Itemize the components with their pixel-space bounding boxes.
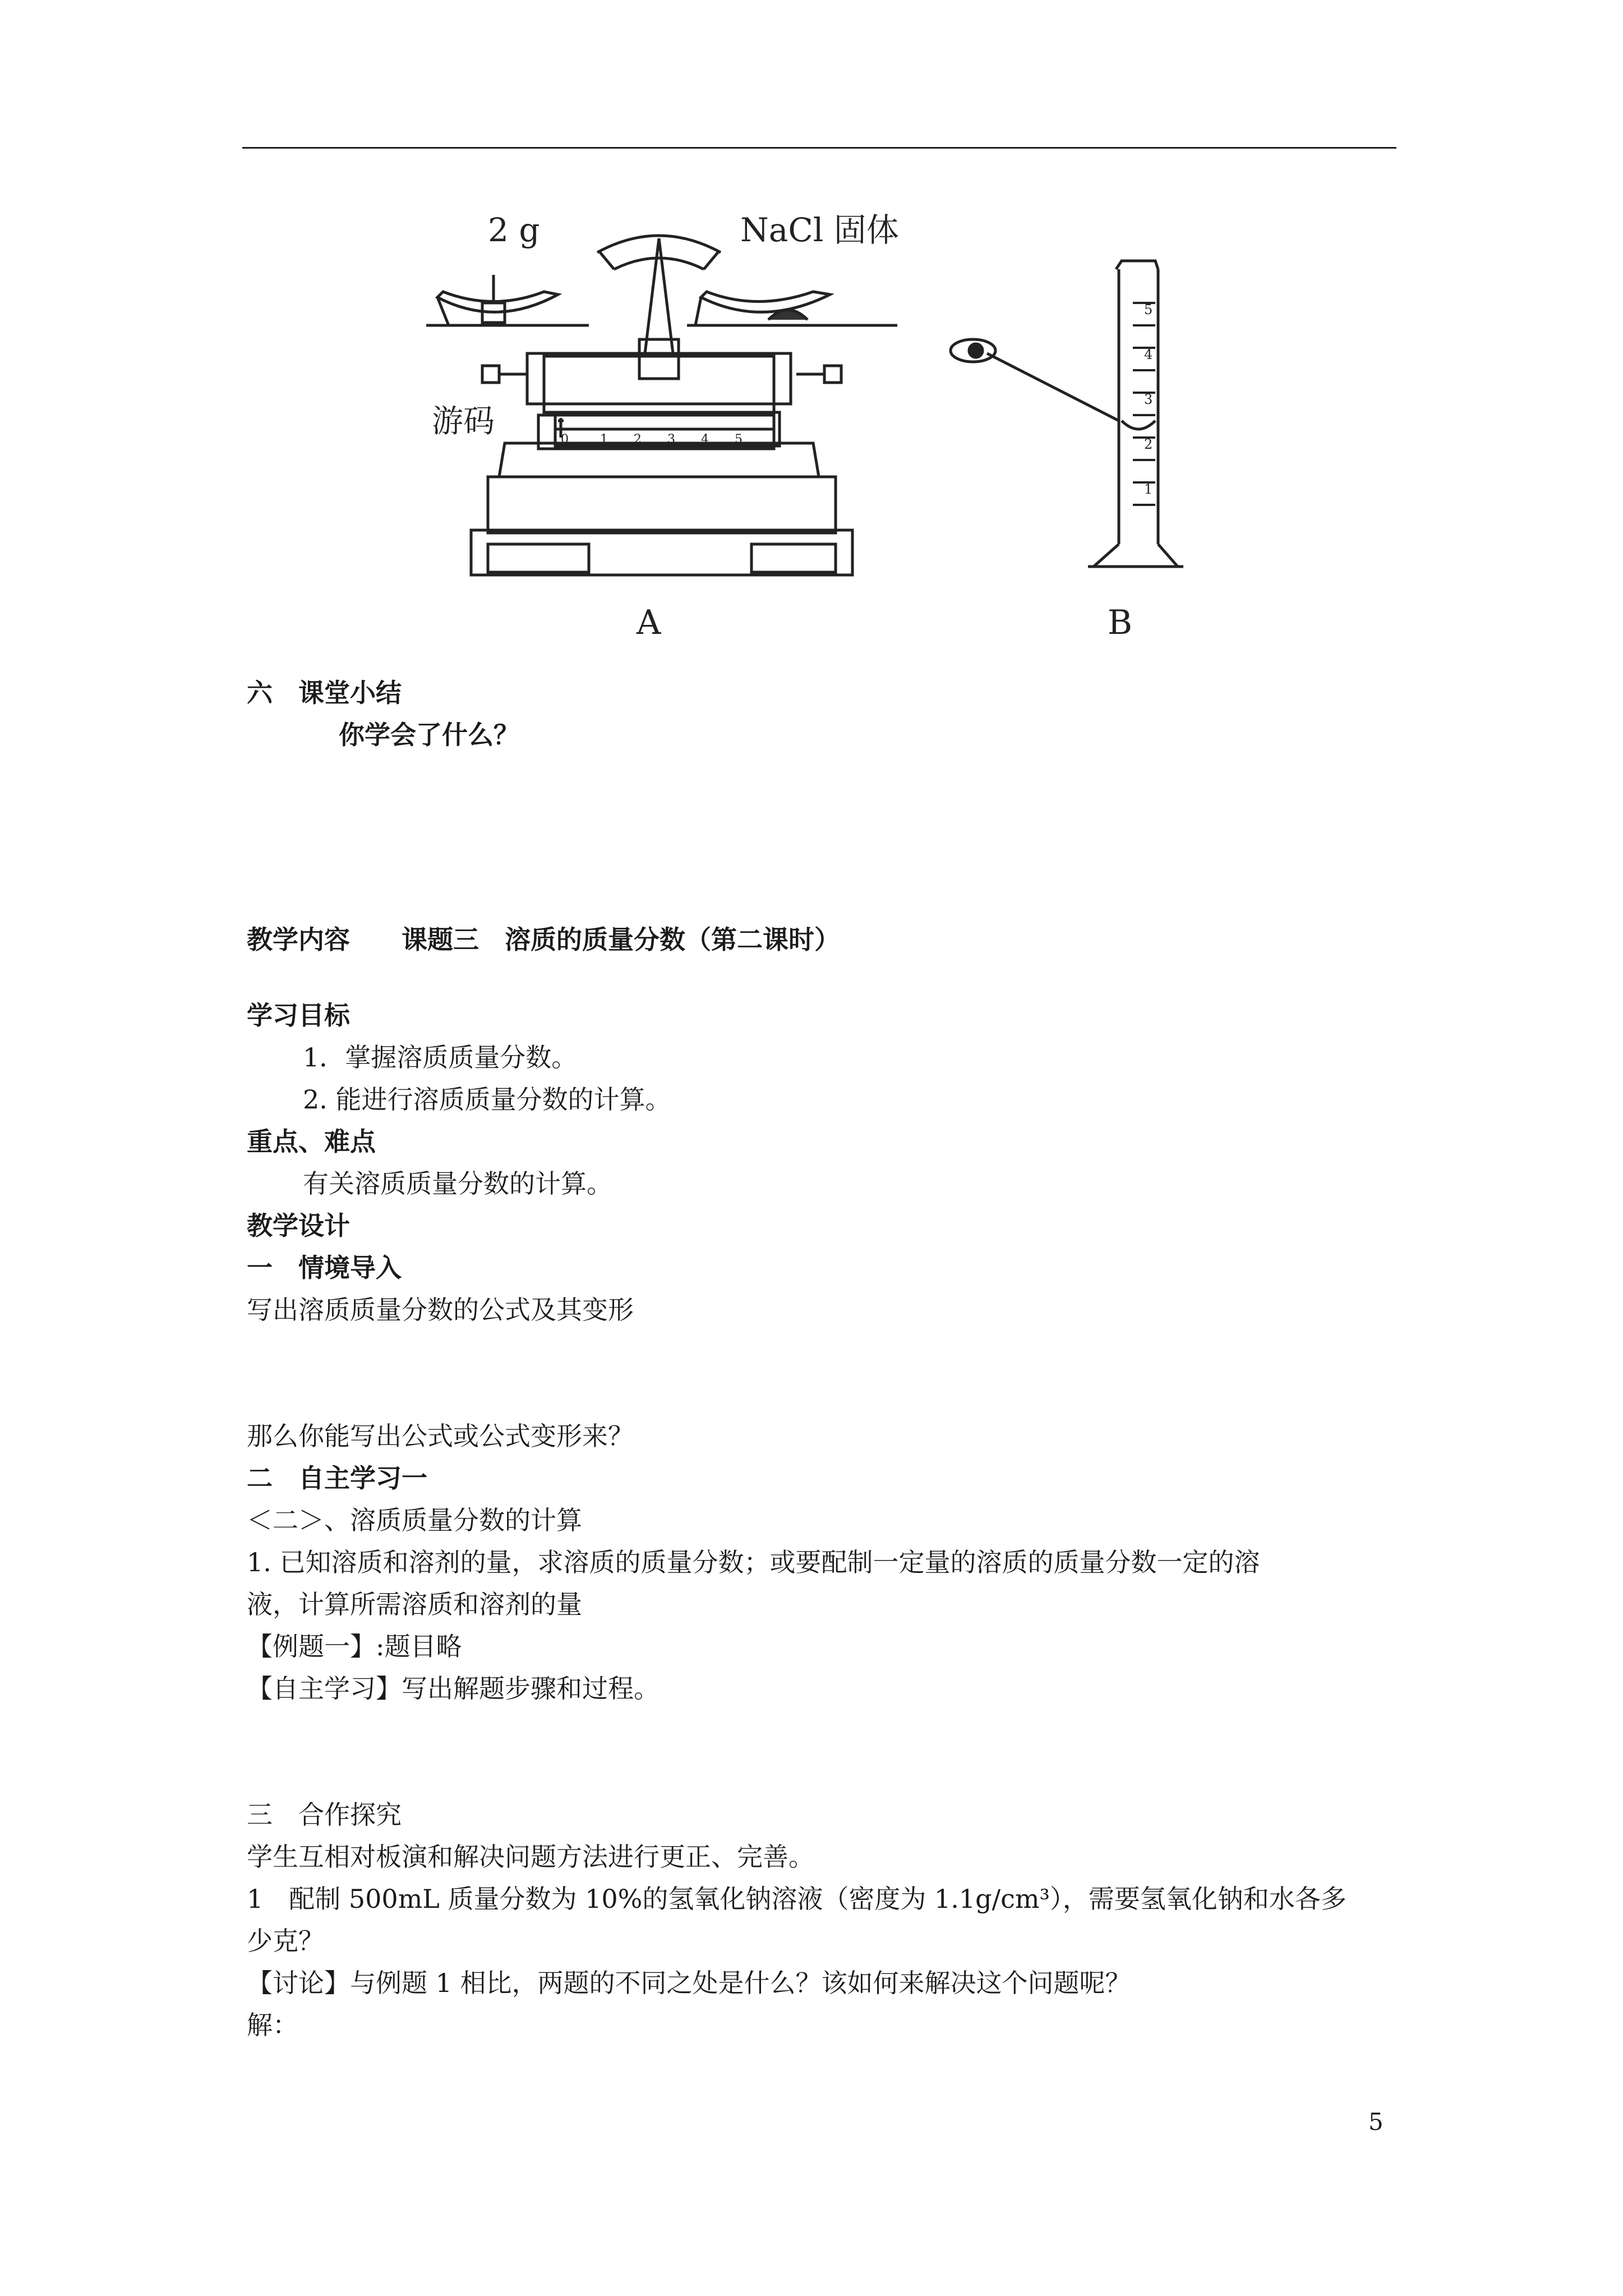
cylinder-tick: 4: [1144, 347, 1153, 362]
text-line: 2. 能进行溶质质量分数的计算。: [303, 1084, 671, 1115]
cylinder-tick: 1: [1144, 481, 1153, 497]
text-line: 学生互相对板演和解决问题方法进行更正、完善。: [247, 1842, 814, 1872]
eye-icon: [951, 339, 1119, 421]
section-heading: 重点、难点: [247, 1126, 376, 1157]
ruler-tick: 0: [561, 432, 569, 447]
text-line: 【自主学习】写出解题步骤和过程。: [247, 1673, 660, 1704]
ruler-tick: 4: [701, 432, 709, 447]
cylinder-tick: 3: [1144, 392, 1153, 407]
text-line: 1. 已知溶质和溶剂的量，求溶质的质量分数；或要配制一定量的溶质的质量分数一定的溶: [247, 1547, 1260, 1577]
ruler-tick: 3: [667, 432, 675, 447]
text-line: 你学会了什么？: [339, 720, 519, 750]
section-heading: 三 合作探究: [247, 1800, 402, 1830]
balance-scale: [426, 236, 897, 575]
text-line: 写出溶质质量分数的公式及其变形: [247, 1295, 634, 1325]
lesson-title: 教学内容 课题三 溶质的质量分数（第二课时）: [247, 924, 840, 955]
ruler-tick: 5: [735, 432, 743, 447]
section-heading: 一 情境导入: [247, 1253, 402, 1283]
text-line: 1．掌握溶质质量分数。: [303, 1042, 578, 1073]
text-line: 解：: [247, 2010, 298, 2040]
weight-label: 2 g: [488, 211, 540, 249]
section-heading: 教学设计: [247, 1211, 350, 1241]
ruler-tick: 1: [600, 432, 608, 447]
ruler-tick: 2: [634, 432, 642, 447]
rider-label: 游码: [432, 403, 495, 440]
text-line: ＜二＞、溶质质量分数的计算: [247, 1505, 582, 1535]
text-line: 少克？: [247, 1926, 324, 1956]
section-heading: 六 课堂小结: [247, 678, 402, 708]
text-line: 有关溶质质量分数的计算。: [303, 1168, 612, 1199]
page-number: 5: [1368, 2108, 1384, 2136]
cylinder-tick: 5: [1144, 302, 1153, 318]
figure-label-b: B: [1108, 603, 1133, 642]
section-heading: 二 自主学习一: [247, 1463, 427, 1493]
text-line: 1 配制 500mL 质量分数为 10%的氢氧化钠溶液（密度为 1.1g/cm³），需要氢氧化钠和水各多: [247, 1884, 1347, 1914]
nacl-label: NaCl 固体: [740, 211, 899, 249]
text-line: 【例题一】:题目略: [247, 1631, 462, 1662]
cylinder-tick: 2: [1144, 436, 1153, 452]
text-line: 那么你能写出公式或公式变形来？: [247, 1421, 634, 1451]
text-line: 【讨论】与例题 1 相比，两题的不同之处是什么？该如何来解决这个问题呢？: [247, 1968, 1131, 1998]
figure-label-a: A: [637, 603, 661, 642]
apparatus-figure: [404, 208, 1200, 656]
text-line: 液，计算所需溶质和溶剂的量: [247, 1589, 582, 1619]
header-rule: [242, 147, 1396, 149]
section-heading: 学习目标: [247, 1000, 350, 1030]
